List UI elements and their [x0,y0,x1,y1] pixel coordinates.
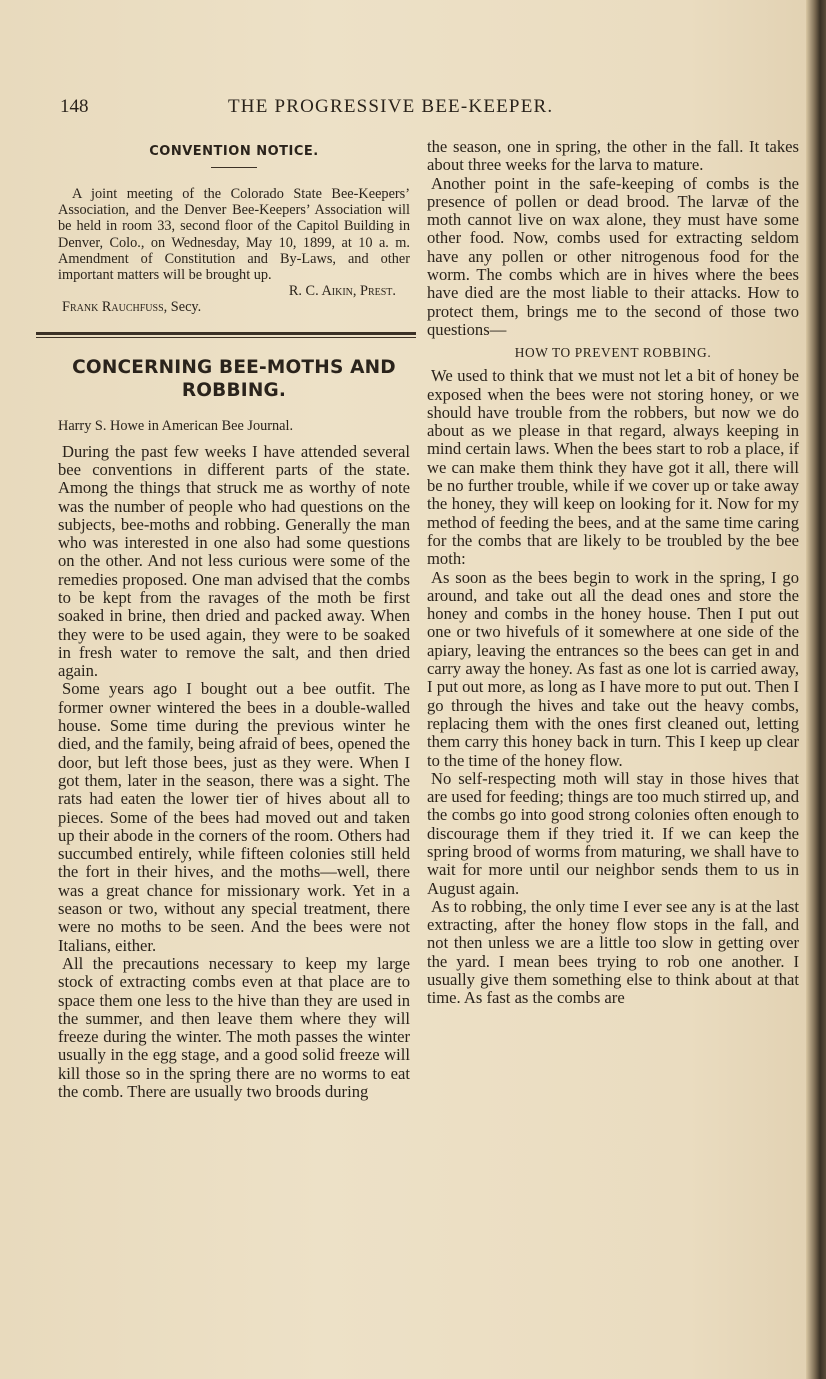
page-number: 148 [60,96,89,117]
running-head: THE PROGRESSIVE BEE-KEEPER. [228,96,554,117]
right-paragraph: As soon as the bees begin to work in the spring, I go around, and take out all the dead ones and store the honey and combs in the honey house. Then I put out one or two hivefuls of it somewhere at one side of the apiary, leaving the entrances so the bees can get in and carry away the honey. As fast as one lot is carried away, I put out more, as long as I have more to put out. Then I go through the hives and take out the heavy combs, replacing them with the ones first cleaned out, letting them carry this honey back in turn. This I keep up clear to the time of the honey flow. [427,567,799,770]
right-column [427,138,799,1008]
right-paragraph: As to robbing, the only time I ever see any is at the last extracting, after the honey flow stops in the fall, and not then unless we are a little too slow in getting over the yard. I mean bees trying to rob one another. I usually give them something else to think about at that time. As fast as the combs are [427,896,799,1008]
section-divider [36,332,416,338]
article-title-line-1: CONCERNING BEE-MOTHS AND [72,356,396,378]
notice-signature-secretary [58,299,410,315]
article-title-line-2: ROBBING. [181,379,287,401]
secretary-name: Frank Rauchfuss [62,299,164,316]
left-paragraph: During the past few weeks I have attended several bee conventions in different parts of the state. Among the things that struck me as worthy of note was the number of people who had questions on the subjects, bee-moths and robbing. Generally the man who was interested in one also had some questions on the other. And not less curious were some of the remedies proposed. One man advised that the combs to be kept from the ravages of the moth be first soaked in brine, then dried and packed away. When they were to be used again, they were to be soaked in fresh water to remove the salt, and then dried again. [58,441,410,681]
left-paragraph: All the precautions necessary to keep my large stock of extracting combs even at that place are to space them one less to the hive than they are used in the summer, and then leave them where they will freeze during the winter. The moth passes the winter usually in the egg stage, and a good solid freeze will kill those so in the spring there are no worms to eat the comb. There are usually two broods during [58,953,410,1102]
president-signature: R. C. Aikin, Prest. [288,283,396,300]
section-subhead: HOW TO PREVENT ROBBING. [514,345,712,361]
secretary-role: , Secy. [163,299,202,316]
book-binding-edge [806,0,826,1379]
right-paragraph: We used to think that we must not let a bit of honey be exposed when the bees were not storing honey, or we should have trouble from the robbers, but now we do about as we please in that regard, always keeping in mind certain laws. When the bees start to rob a place, if we can make them think they have got it all, there will be no further trouble, while if we cover up or take away the honey, they will keep on looking for it. Now for my method of feeding the bees, and at the same time caring for the combs that are likely to be troubled by the bee moth: [427,366,799,569]
page-header [60,96,800,122]
notice-body: A joint meeting of the Colorado State Bee-Keepers’ Association, and the Denver Bee-Keepers’ Association will be held in room 33, second floor of the Capitol Building in Denver, Colo., on Wednesday, May 10, 1899, at 10 a. m. Amendment of Constitution and By-Laws, and other important matters will be brought up. [58,186,410,284]
right-paragraph: the season, one in spring, the other in the fall. It takes about three weeks for the larva to mature. [427,137,799,175]
right-paragraph: Another point in the safe-keeping of combs is the presence of pollen or dead brood. The larvæ of the moth cannot live on wax alone, they must have some other food. Now, combs used for extracting seldom have any pollen or other nitrogenous food for the worm. The combs which are in hives where the bees have died are the most liable to their attacks. How to protect them, brings me to the second of those two questions— [427,173,799,339]
right-paragraph: No self-respecting moth will stay in those hives that are used for feeding; things are too much stirred up, and the combs go into good strong colonies often enough to discourage them if they tried it. If we can keep the spring brood of worms from maturing, we shall have to wait for more until our neighbor sends them to us in August again. [427,768,799,898]
notice-title: CONVENTION NOTICE. [149,144,319,159]
article-title [58,356,410,402]
notice-rule [211,167,257,168]
article-byline: Harry S. Howe in American Bee Journal. [58,417,294,434]
notice-signature-president [58,283,410,299]
left-column [58,138,410,1101]
left-paragraph: Some years ago I bought out a bee outfit. The former owner wintered the bees in a double-walled house. Some time during the previous winter he died, and the family, being afraid of bees, opened the door, but left those bees, just as they were. When I got them, later in the season, there was a sight. The rats had eaten the lower tier of hives about all to pieces. Some of the bees had moved out and taken up their abode in the corners of the room. Others had succumbed entirely, while fifteen colonies still held the fort in their hives, and the moths—well, there was a great chance for missionary work. Yet in a season or two, without any special treatment, there were no moths to be seen. And the bees were not Italians, either. [58,679,410,955]
